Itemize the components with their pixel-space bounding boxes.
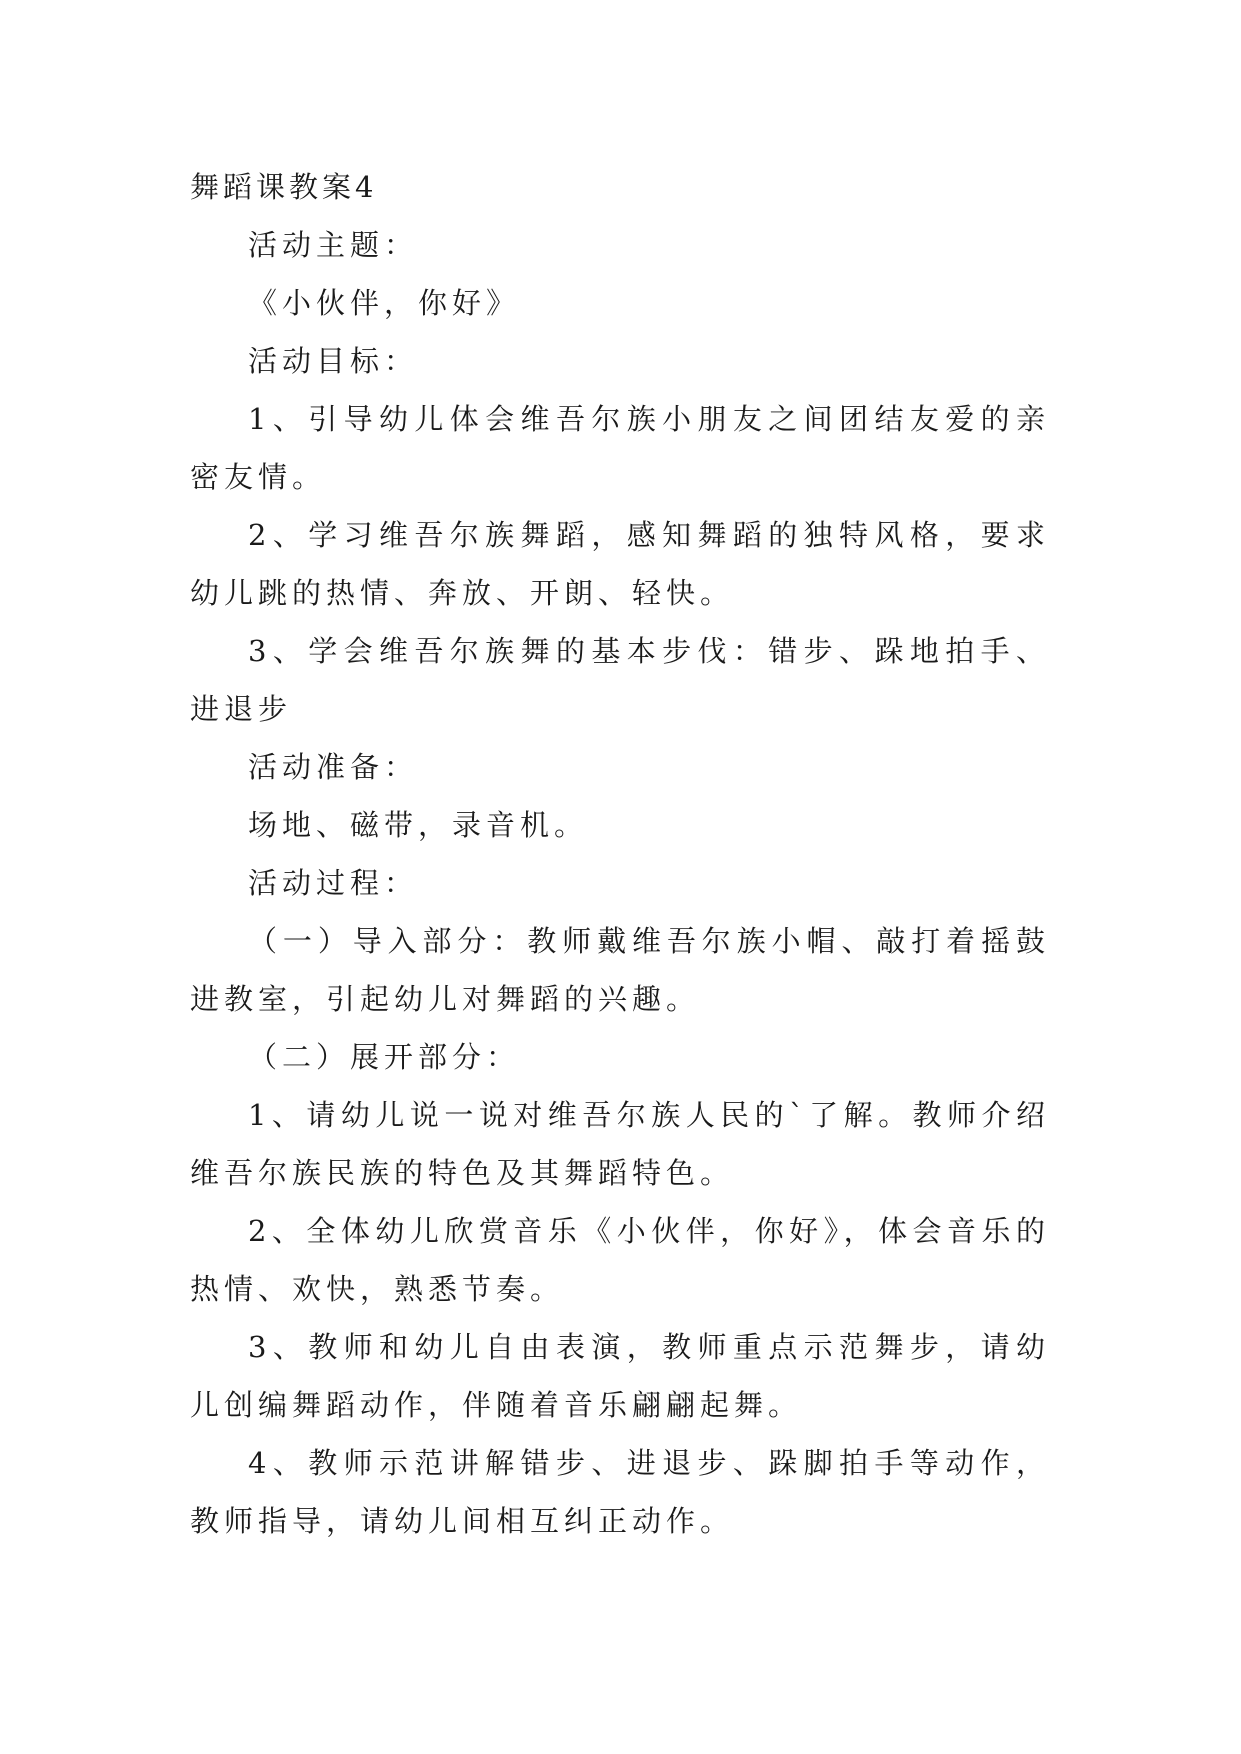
paragraph-development-label: （二）展开部分： <box>248 1040 521 1074</box>
paragraph-preparation-label: 活动准备： <box>248 750 419 784</box>
paragraph-step-1: 1、请幼儿说一说对维吾尔族人民的`了解。教师介绍维吾尔族民族的特色及其舞蹈特色。 <box>190 1098 1050 1190</box>
paragraph-intro-part: （一）导入部分：教师戴维吾尔族小帽、敲打着摇鼓进教室，引起幼儿对舞蹈的兴趣。 <box>190 924 1050 1016</box>
paragraph-goal-1: 1、引导幼儿体会维吾尔族小朋友之间团结友爱的亲密友情。 <box>190 402 1050 494</box>
paragraph-goal-2: 2、学习维吾尔族舞蹈，感知舞蹈的独特风格，要求幼儿跳的热情、奔放、开朗、轻快。 <box>190 518 1050 610</box>
document-body <box>190 158 1050 1550</box>
paragraph-goal-3: 3、学会维吾尔族舞的基本步伐：错步、跺地拍手、进退步 <box>190 634 1050 726</box>
paragraph-step-4: 4、教师示范讲解错步、进退步、跺脚拍手等动作，教师指导，请幼儿间相互纠正动作。 <box>190 1446 1050 1538</box>
paragraph-activity-theme: 《小伙伴，你好》 <box>248 286 521 320</box>
paragraph-preparation: 场地、磁带，录音机。 <box>248 808 589 842</box>
paragraph-step-3: 3、教师和幼儿自由表演，教师重点示范舞步，请幼儿创编舞蹈动作，伴随着音乐翩翩起舞。 <box>190 1330 1050 1422</box>
paragraph-process-label: 活动过程： <box>248 866 419 900</box>
document-title: 舞蹈课教案4 <box>190 170 378 204</box>
paragraph-activity-goals-label: 活动目标： <box>248 344 419 378</box>
paragraph-activity-theme-label: 活动主题： <box>248 228 419 262</box>
paragraph-step-2: 2、全体幼儿欣赏音乐《小伙伴，你好》，体会音乐的热情、欢快，熟悉节奏。 <box>190 1214 1050 1306</box>
